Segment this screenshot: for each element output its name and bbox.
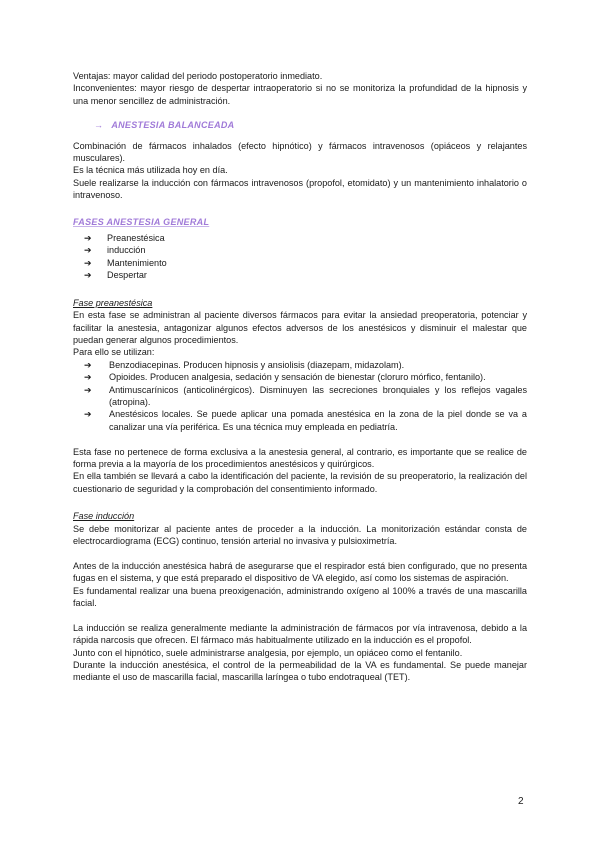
drug-text: Anestésicos locales. Se puede aplicar una pomada anestésica en la zona de la piel donde se va a canalizar una vía periférica. Es una técnica muy empleada en pediatría. bbox=[109, 409, 527, 432]
fase-label: Preanestésica bbox=[107, 233, 165, 244]
preanestesica-paragraph: En esta fase se administran al paciente diversos fármacos para evitar la ansiedad preoperatoria, potenciar y facilitar la anestesia, antagonizar algunos efectos adversos de los anestésicos y disminuir el malestar que puedan generar algunos procedimientos. bbox=[73, 310, 527, 345]
induccion-paragraph: La inducción se realiza generalmente mediante la administración de fármacos por vía intravenosa, debido a la rápida narcosis que ofrecen. El fármaco más habitualmente utilizado en la inducción es el propofol. bbox=[73, 622, 527, 646]
drug-text: Opioides. Producen analgesia, sedación y sensación de bienestar (cloruro mórfico, fentanilo). bbox=[109, 372, 486, 383]
induccion-paragraph: Es fundamental realizar una buena preoxigenación, administrando oxígeno al 100% a través de una mascarilla facial. bbox=[73, 585, 527, 608]
list-item bbox=[73, 384, 527, 409]
preanestesica-paragraph: Para ello se utilizan: bbox=[73, 347, 155, 358]
balanceada-paragraph: Combinación de fármacos inhalados (efecto hipnótico) y fármacos intravenosos (opiáceos y relajantes musculares). bbox=[73, 140, 527, 164]
arrow-icon: ➔ bbox=[84, 233, 92, 244]
drugs-list bbox=[73, 359, 527, 433]
balanceada-paragraph: Suele realizarse la inducción con fármacos intravenosos (propofol, etomidato) y un mantenimiento inhalatorio o intravenoso. bbox=[73, 177, 527, 201]
fase-preanestesica-title: Fase preanestésica bbox=[73, 297, 153, 308]
arrow-icon: ➔ bbox=[84, 372, 92, 383]
arrow-icon: ➔ bbox=[84, 359, 92, 370]
inconvenientes-paragraph: Inconvenientes: mayor riesgo de despertar intraoperatorio si no se monitoriza la profundidad de la hipnosis y una menor sencillez de administración. bbox=[73, 83, 527, 106]
arrow-icon: ➔ bbox=[84, 270, 92, 281]
anestesia-balanceada-heading bbox=[94, 119, 527, 131]
list-item bbox=[73, 371, 527, 383]
anestesia-balanceada-title: ANESTESIA BALANCEADA bbox=[111, 120, 235, 131]
arrow-icon: ➔ bbox=[84, 384, 92, 395]
induccion-paragraph: Junto con el hipnótico, suele administrarse analgesia, por ejemplo, un opiáceo como el fentanilo. bbox=[73, 647, 463, 658]
page-content bbox=[73, 70, 527, 684]
list-item bbox=[73, 359, 527, 371]
induccion-paragraph: Antes de la inducción anestésica habrá de asegurarse que el respirador está bien configurado, que no presenta fugas en el sistema, y que está preparado el dispositivo de VA elegido, así como los sistemas de aspiración. bbox=[73, 560, 527, 584]
arrow-icon: ➔ bbox=[84, 257, 92, 268]
induccion-paragraph: Durante la inducción anestésica, el control de la permeabilidad de la VA es fundamental. Se puede manejar mediante el uso de mascarilla facial, mascarilla laríngea o tubo endotraqueal (TET). bbox=[73, 660, 527, 683]
balanceada-paragraph: Es la técnica más utilizada hoy en día. bbox=[73, 165, 228, 176]
induccion-paragraph: Se debe monitorizar al paciente antes de proceder a la inducción. La monitorización estándar consta de electrocardiograma (ECG) continuo, tensión arterial no invasiva y pulsioximetría. bbox=[73, 523, 527, 546]
list-item bbox=[73, 232, 527, 244]
fase-label: inducción bbox=[107, 245, 146, 256]
arrow-icon: ➔ bbox=[84, 409, 92, 420]
drug-text: Antimuscarínicos (anticolinérgicos). Disminuyen las secreciones bronquiales y los reflejos vagales (atropina). bbox=[109, 384, 527, 407]
list-item bbox=[73, 244, 527, 256]
preanestesica-paragraph: En ella también se llevará a cabo la identificación del paciente, la revisión de su preoperatorio, la realización del cuestionario de seguridad y la comprobación del consentimiento informado. bbox=[73, 471, 527, 494]
fases-list bbox=[73, 232, 527, 282]
fase-label: Mantenimiento bbox=[107, 257, 167, 268]
arrow-icon: ➔ bbox=[84, 245, 92, 256]
fase-induccion-title: Fase inducción bbox=[73, 511, 135, 522]
arrow-icon: → bbox=[94, 120, 104, 131]
list-item bbox=[73, 257, 527, 269]
drug-text: Benzodiacepinas. Producen hipnosis y ansiolisis (diazepam, midazolam). bbox=[109, 359, 405, 370]
ventajas-paragraph: Ventajas: mayor calidad del periodo postoperatorio inmediato. bbox=[73, 71, 323, 81]
list-item bbox=[73, 408, 527, 433]
fases-anestesia-heading: FASES ANESTESIA GENERAL bbox=[73, 216, 210, 227]
preanestesica-paragraph: Esta fase no pertenece de forma exclusiva a la anestesia general, al contrario, es importante que se realice de forma previa a la mayoría de los procedimientos anestésicos y quirúrgicos. bbox=[73, 446, 527, 469]
list-item bbox=[73, 269, 527, 281]
page-number: 2 bbox=[518, 796, 524, 807]
fase-label: Despertar bbox=[107, 270, 147, 281]
